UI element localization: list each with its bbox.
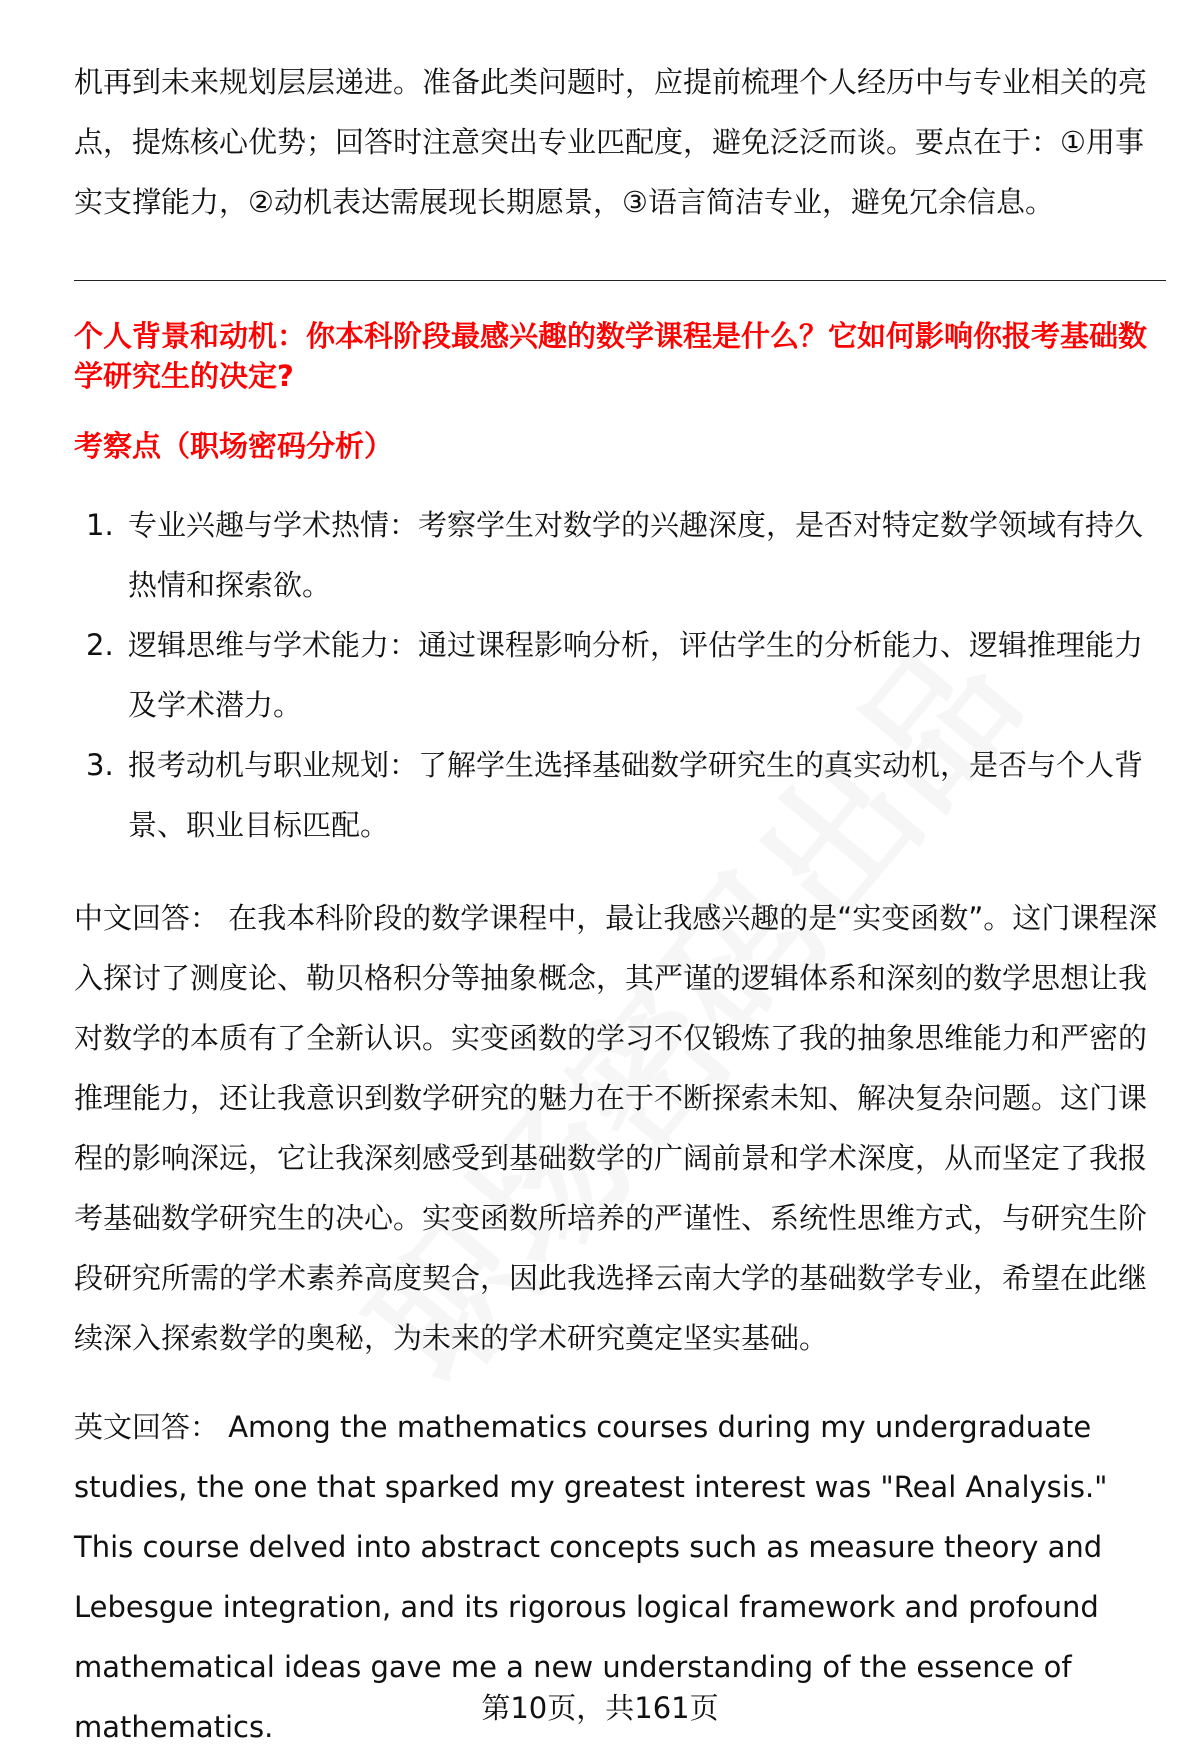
list-number: 2. (86, 628, 114, 662)
section-heading: 考察点（职场密码分析） (74, 429, 394, 463)
list-number: 3. (86, 748, 114, 782)
list-item (74, 735, 1166, 855)
list-item (74, 615, 1166, 735)
english-answer: 英文回答： Among the mathematics courses during my undergraduate studies, the one that sparked my greatest interest was "Real Analysis." This course delved into abstract concepts such as measure theory and Lebesgue integration, and its rigorous logical framework and profound mathematical ideas gave me a new understanding of the essence of mathematics. (74, 1410, 1108, 1744)
list-item-text: 报考动机与职业规划：了解学生选择基础数学研究生的真实动机，是否与个人背景、职业目标匹配。 (128, 748, 1144, 842)
page-number: 第10页，共161页 (481, 1691, 719, 1725)
list-item (74, 495, 1166, 615)
question-title: 个人背景和动机：你本科阶段最感兴趣的数学课程是什么？它如何影响你报考基础数学研究生的决定? (74, 319, 1148, 393)
list-item-text: 专业兴趣与学术热情：考察学生对数学的兴趣深度，是否对特定数学领域有持久热情和探索欲。 (128, 508, 1144, 602)
chinese-answer: 中文回答： 在我本科阶段的数学课程中，最让我感兴趣的是“实变函数”。这门课程深入探讨了测度论、勒贝格积分等抽象概念，其严谨的逻辑体系和深刻的数学思想让我对数学的本质有了全新认识。实变函数的学习不仅锻炼了我的抽象思维能力和严密的推理能力，还让我意识到数学研究的魅力在于不断探索未知、解决复杂问题。这门课程的影响深远，它让我深刻感受到基础数学的广阔前景和学术深度，从而坚定了我报考基础数学研究生的决心。实变函数所培养的严谨性、系统性思维方式，与研究生阶段研究所需的学术素养高度契合，因此我选择云南大学的基础数学专业，希望在此继续深入探索数学的奥秘，为未来的学术研究奠定坚实基础。 (74, 901, 1158, 1355)
divider (74, 280, 1166, 281)
assessment-points-list (74, 495, 1166, 855)
intro-paragraph: 机再到未来规划层层递进。准备此类问题时，应提前梳理个人经历中与专业相关的亮点，提炼核心优势；回答时注意突出专业匹配度，避免泛泛而谈。要点在于：①用事实支撑能力，②动机表达需展现长期愿景，③语言简洁专业，避免冗余信息。 (74, 65, 1148, 219)
list-item-text: 逻辑思维与学术能力：通过课程影响分析，评估学生的分析能力、逻辑推理能力及学术潜力。 (128, 628, 1144, 722)
list-number: 1. (86, 508, 114, 542)
